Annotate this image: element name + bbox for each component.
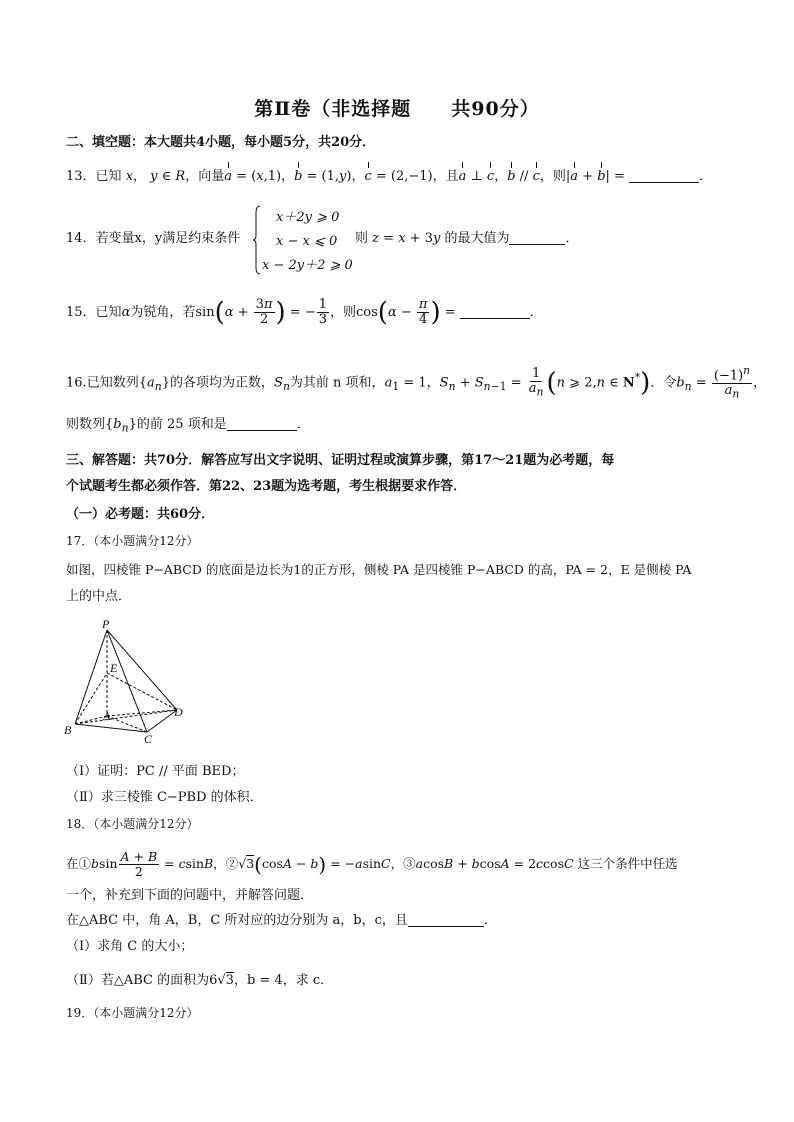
q13-text: ， [133,169,147,184]
q14-text: 若变量x，y满足约束条件 [95,231,241,246]
constraint-line: x − x ⩽ 0 [276,234,338,249]
pyramid-figure [62,616,192,746]
q17-heading: 17．（本小题满分12分） [66,534,199,548]
q15-text: 已知 [95,305,122,320]
q14-objective: 则 z = x + 3y 的最大值为 ． [355,231,579,246]
required-subsection-heading: （一）必考题：共60分． [66,507,215,522]
q13-text: ，则 [539,169,566,184]
q16-text: 为其前 n 项和， [289,375,385,391]
q18-text: ，③ [390,856,416,871]
q13-text: 已知 [95,169,122,184]
left-brace-icon [253,205,261,275]
vertex-label-d: D [174,705,183,719]
q18-heading: 18．（本小题满分12分） [66,817,199,831]
q17-text: 如图，四棱锥 P−ABCD 的底面是边长为1的正方形，侧棱 PA 是四棱锥 P−ABCD 的高，PA = 2，E 是侧棱 PA [66,562,692,577]
q13-number: 13． [66,169,96,184]
answer-blank[interactable] [629,168,699,183]
q18-text: 在① [66,856,92,871]
q18-text: ，② [213,856,239,871]
vertex-label-c: C [144,732,153,746]
q17-text-2: 上的中点． [66,589,132,604]
constraint-system [262,206,353,278]
question-16-line2: 则数列$\{b_n\}$的前 25 项和是 ． [66,417,310,435]
vertex-label-e: E [110,661,118,675]
q15-number: 15． [66,305,96,320]
q13-text: ，且 [432,169,459,184]
q18-text: ，b = 4，求 c． [233,973,334,988]
question-16: 16.已知数列$\{a_n\}$的各项均为正数，$S_n$为其前 n 项和，$a_1 = 1$，$S_n + S_{n-1}$ = $\frac{1}{a_n}$ (n ⩾ 2,n ∈ N*)．令$b_n$ = $\frac{(-1)^n}{a_n}$ ， [66,364,767,401]
answer-blank[interactable] [408,912,484,927]
q16-text: 已知数列 [86,375,139,391]
q18-text: （Ⅱ）若△ABC 的面积为 [66,973,210,988]
q18-conditions: 在①bsin $\frac{A + B}{2}$ = csinB，②√3(cosA − b) = −asinC，③acosB + bcosA = 2ccosC 这三个条件中任选 [66,849,678,879]
question-15: 15．已知α为锐角，若sin(α + $\frac{3\pi}{2}$ ) = − $\frac{1}{3}$ ，则cos(α − $\frac{\pi}{4}$ ) = ． [66,297,543,328]
q18-text-3: 在△ABC 中，角 A，B，C 所对应的边分别为 a，b，c，且 ． [66,913,497,928]
q16-text: 的前 25 项和是 [136,417,227,432]
q18-text: 在△ABC 中，角 A，B，C 所对应的边分别为 a，b，c，且 [66,913,408,928]
q16-number: 16. [66,375,87,391]
section-solve-heading-2: 个试题考生都必须作答．第22、23题为选考题，考生根据要求作答． [66,479,467,494]
section-solve-heading: 三、解答题：共70分．解答应写出文字说明、证明过程或演算步骤，第17～21题为必考题，每 [66,453,615,468]
page-title: 第Ⅱ卷（非选择题 共90分） [254,98,540,120]
q18-text: 这三个条件中任选 [577,856,678,871]
q18-text-2: 一个，补充到下面的问题中，并解答问题． [66,888,314,903]
question-14 [66,230,240,248]
q19-heading: 19．（本小题满分12分） [66,1006,199,1020]
q17-part-2: （Ⅱ）求三棱锥 C−PBD 的体积． [66,790,263,805]
constraint-line: x＋2y ⩾ 0 [276,210,340,225]
q14-text: 的最大值为 [444,231,510,246]
vertex-label-p: P [102,617,110,631]
q15-text: 为锐角，若 [130,305,196,320]
q14-text: 则 [355,231,369,246]
vertex-label-a: A [103,709,111,723]
q17-part-1: （Ⅰ）证明：PC // 平面 BED； [66,764,245,779]
answer-blank[interactable] [460,304,530,319]
q18-part-2: （Ⅱ）若△ABC 的面积为6√3，b = 4，求 c． [66,973,334,988]
question-13: 13．已知 x， y ∈ R，向量a = (x,1)，b = (1,y)，c = (2,−1)，且a ⊥ c，b // c，则|a + b| = ． [66,169,713,184]
answer-blank[interactable] [509,230,565,245]
section-fill-blank-heading: 二、填空题：本大题共4小题，每小题5分，共20分． [66,135,376,150]
q16-text: 的各项均为正数， [170,375,275,391]
q16-text: ．令 [650,375,677,391]
q16-text: 则数列 [66,417,106,432]
q14-number: 14． [66,231,96,246]
q18-part-1: （Ⅰ）求角 C 的大小； [66,939,194,954]
vertex-label-b: B [64,723,72,737]
q15-text: ，则 [330,305,357,320]
answer-blank[interactable] [227,416,297,431]
q13-text: ，向量 [185,169,225,184]
constraint-line: x − 2y＋2 ⩾ 0 [262,258,353,273]
